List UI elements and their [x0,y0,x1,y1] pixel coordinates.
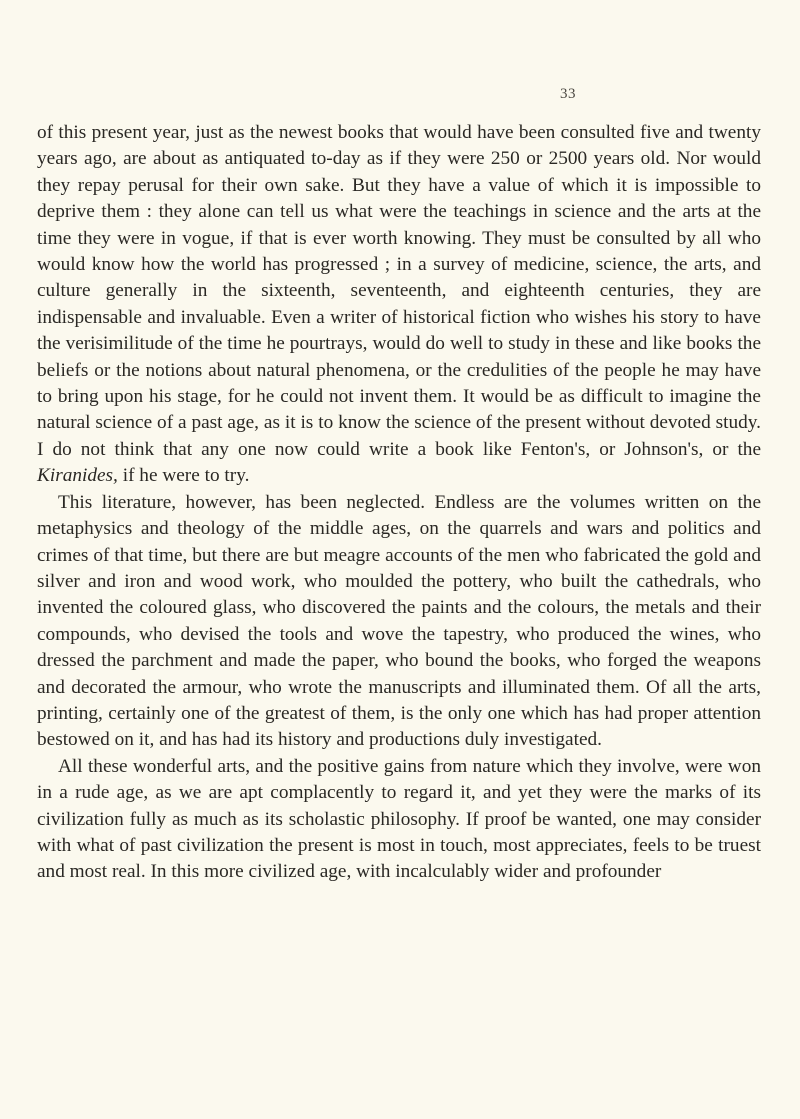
book-title-kiranides: Kiranides, [37,465,118,487]
paragraph-2: This literature, however, has been neglected. Endless are the volumes written on the metaphysics and theology of the middle ages, on the quarrels and wars and politics and crimes of that time, but there are but meagre accounts of the men who fabricated the gold and silver and iron and wood work, who moulded the pottery, who built the cathedrals, who invented the coloured glass, who discovered the paints and the colours, the metals and their compounds, who devised the tools and wove the tapestry, who produced the wines, who dressed the parchment and made the paper, who bound the books, who forged the weapons and decorated the armour, who wrote the manuscripts and illuminated them. Of all the arts, printing, certainly one of the greatest of them, is the only one which has had proper attention bestowed on it, and has had its history and productions duly investigated. [37,491,761,751]
paragraph-3: All these wonderful arts, and the positive gains from nature which they involve, were won in a rude age, as we are apt complacently to regard it, and yet they were the marks of its civilization fully as much as its scholastic philosophy. If proof be wanted, one may consider with what of past civilization the present is most in touch, most appreciates, feels to be truest and most real. In this more civilized age, with incalculably wider and profounder [37,755,761,883]
page-number: 33 [560,86,576,102]
paragraph-1-text: of this present year, just as the newest books that would have been consulted five and twenty years ago, are about as antiquated to-day as if they were 250 or 2500 years old. Nor would they repay perusal for their own sake. But they have a value of which it is impossible to deprive them : they alone can tell us what were the teachings in science and the arts at the time they were in vogue, if that is ever worth knowing. They must be consulted by all who would know how the world has progressed ; in a survey of medicine, science, the arts, and culture generally in the sixteenth, seventeenth, and eighteenth centuries, they are indispensable and invaluable. Even a writer of historical fiction who wishes his story to have the verisimilitude of the time he pourtrays, would do well to study in these and like books the beliefs or the notions about natural phenomena, or the credulities of the people he may have to bring upon his stage, for he could not invent them. It would be as difficult to imagine the natural science of a past age, as it is to know the science of the present without devoted study. I do not think that any one now could write a book like Fenton's, or Johnson's, or the [37,122,761,460]
body-text [37,120,761,886]
paragraph-1 [37,120,761,490]
paragraph-1-tail: if he were to try. [117,465,250,487]
